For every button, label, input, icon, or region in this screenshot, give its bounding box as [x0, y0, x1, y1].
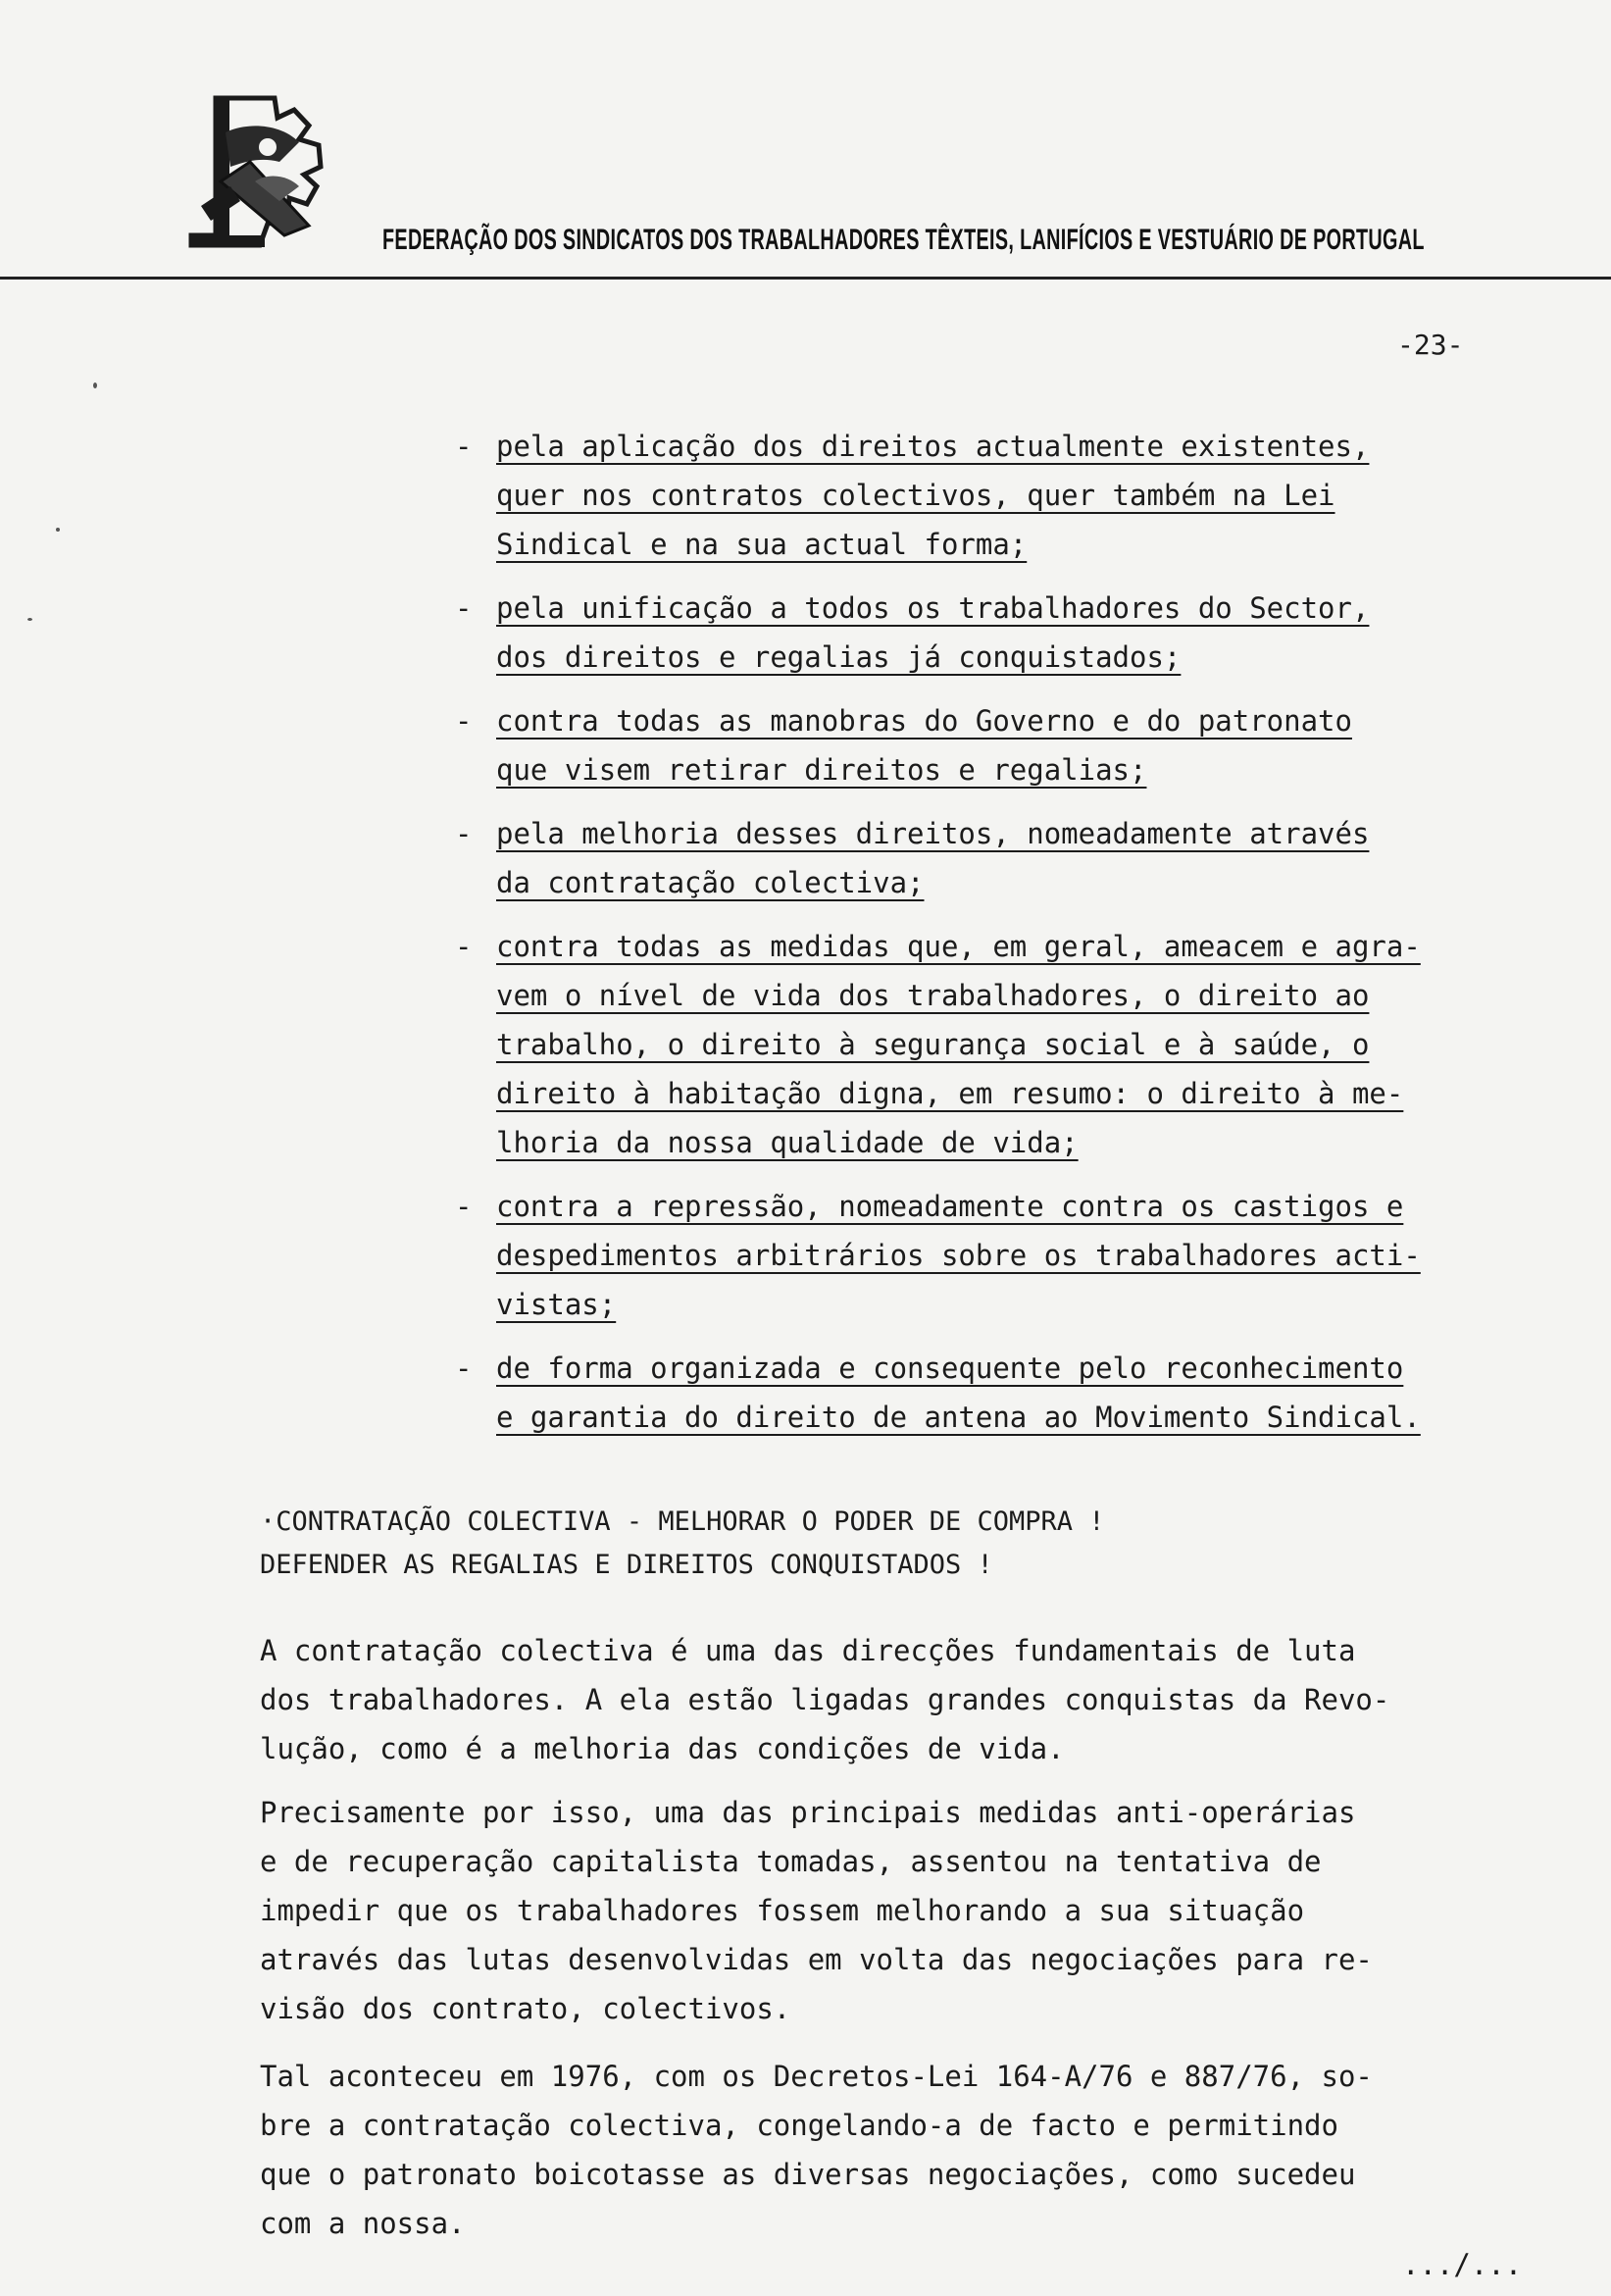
list-line: que visem retirar direitos e regalias; — [496, 753, 1147, 787]
federation-title: FEDERAÇÃO DOS SINDICATOS DOS TRABALHADORES TÊXTEIS, LANIFÍCIOS E VESTUÁRIO DE PORTUGAL — [382, 224, 1425, 256]
list-line: contra todas as medidas que, em geral, ameacem e agra- — [496, 930, 1421, 963]
list-line: vistas; — [496, 1288, 617, 1321]
paragraph-line: visão dos contrato, colectivos. — [260, 1992, 791, 2025]
list-line: direito à habitação digna, em resumo: o direito à me- — [496, 1077, 1404, 1110]
scan-speck — [56, 528, 60, 532]
paragraph-line: A contratação colectiva é uma das direcções fundamentais de luta — [260, 1634, 1356, 1667]
list-line: contra todas as manobras do Governo e do patronato — [496, 704, 1352, 738]
continuation-mark: .../... — [1402, 2248, 1523, 2281]
list-line: lhoria da nossa qualidade de vida; — [496, 1126, 1079, 1159]
paragraph-line: que o patronato boicotasse as diversas negociações, como sucedeu — [260, 2158, 1356, 2191]
bullet-dash: - — [455, 704, 473, 738]
scan-speck — [27, 618, 32, 621]
federation-logo — [162, 88, 358, 265]
list-line: e garantia do direito de antena ao Movimento Sindical. — [496, 1401, 1421, 1434]
list-line: da contratação colectiva; — [496, 866, 925, 899]
list-item — [449, 1344, 1567, 1442]
paragraph-line: e de recuperação capitalista tomadas, assentou na tentativa de — [260, 1845, 1322, 1878]
bullet-dash: - — [455, 817, 473, 850]
list-item — [449, 422, 1567, 569]
section-heading-line: ·CONTRATAÇÃO COLECTIVA - MELHORAR O PODER DE COMPRA ! — [260, 1506, 1105, 1537]
paragraph — [260, 2052, 1564, 2248]
page-number: -23- — [1397, 329, 1464, 361]
section-heading-line: DEFENDER AS REGALIAS E DIREITOS CONQUISTADOS ! — [260, 1550, 993, 1580]
paragraph-line: Precisamente por isso, uma das principais medidas anti-operárias — [260, 1796, 1356, 1829]
header-rule — [0, 277, 1611, 280]
list-line: pela unificação a todos os trabalhadores do Sector, — [496, 591, 1370, 625]
list-line: trabalho, o direito à segurança social e à saúde, o — [496, 1028, 1370, 1061]
paragraph-line: impedir que os trabalhadores fossem melhorando a sua situação — [260, 1894, 1305, 1927]
list-line: pela aplicação dos direitos actualmente existentes, — [496, 430, 1370, 463]
list-item — [449, 809, 1567, 907]
bullet-dash: - — [455, 1190, 473, 1223]
list-line: Sindical e na sua actual forma; — [496, 528, 1028, 561]
list-line: de forma organizada e consequente pelo reconhecimento — [496, 1352, 1404, 1385]
bullet-dash: - — [455, 1352, 473, 1385]
paragraph-line: dos trabalhadores. A ela estão ligadas grandes conquistas da Revo- — [260, 1683, 1390, 1716]
paragraph-line: Tal aconteceu em 1976, com os Decretos-Lei 164-A/76 e 887/76, so- — [260, 2060, 1373, 2093]
section-heading — [260, 1501, 1105, 1587]
paragraph-line: com a nossa. — [260, 2207, 466, 2240]
scan-speck — [93, 383, 97, 388]
paragraph — [260, 1788, 1564, 2033]
paragraph-line: bre a contratação colectiva, congelando-a de facto e permitindo — [260, 2109, 1338, 2142]
paragraph — [260, 1626, 1564, 1773]
bullet-dash: - — [455, 591, 473, 625]
list-line: vem o nível de vida dos trabalhadores, o direito ao — [496, 979, 1370, 1012]
list-item — [449, 584, 1567, 682]
list-item — [449, 696, 1567, 794]
list-line: despedimentos arbitrários sobre os trabalhadores acti- — [496, 1239, 1421, 1272]
bullet-dash: - — [455, 430, 473, 463]
paragraph-line: através das lutas desenvolvidas em volta das negociações para re- — [260, 1943, 1373, 1976]
bullet-dash: - — [455, 930, 473, 963]
list-line: quer nos contratos colectivos, quer também na Lei — [496, 479, 1335, 512]
list-line: contra a repressão, nomeadamente contra os castigos e — [496, 1190, 1404, 1223]
list-item — [449, 1182, 1567, 1329]
letterhead — [0, 78, 1611, 284]
list-line: dos direitos e regalias já conquistados; — [496, 640, 1182, 674]
paragraph-line: lução, como é a melhoria das condições de vida. — [260, 1732, 1065, 1765]
list-line: pela melhoria desses direitos, nomeadamente através — [496, 817, 1370, 850]
list-item — [449, 922, 1567, 1167]
demands-list — [449, 422, 1567, 1456]
